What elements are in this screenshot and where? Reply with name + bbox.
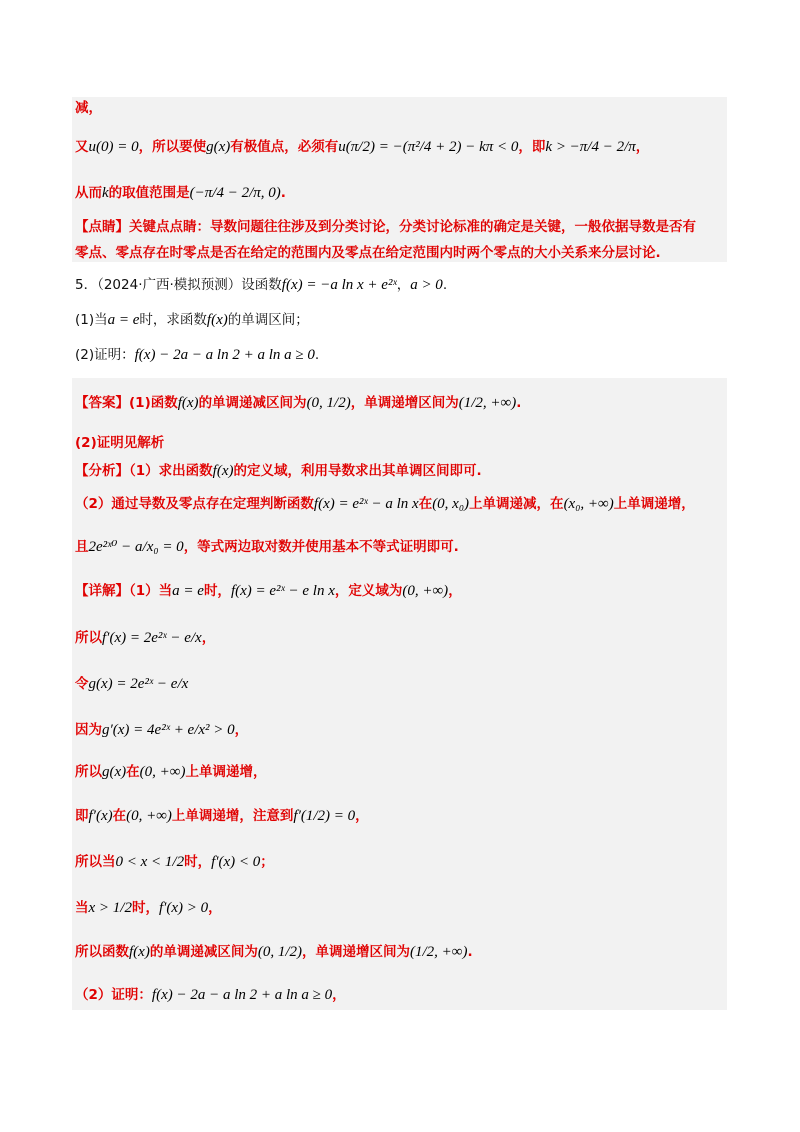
text: 所以 xyxy=(75,764,102,780)
math: f′(x) > 0 xyxy=(158,900,209,916)
text: 时， xyxy=(131,900,159,916)
text: . xyxy=(314,347,320,363)
text: . xyxy=(467,944,473,960)
text: 时，求函数 xyxy=(139,312,207,328)
text: ，定义域为 xyxy=(334,583,403,599)
math: (0, +∞) xyxy=(402,583,449,599)
text: 时， xyxy=(184,854,212,870)
math: f(x) xyxy=(212,463,234,479)
text: ，所以要使 xyxy=(138,139,207,155)
math: g(x) xyxy=(206,139,231,155)
text: 【点睛】关键点点睛：导数问题往往涉及到分类讨论，分类讨论标准的确定是关键，一般依据导数是否有 xyxy=(75,219,696,235)
math: f(x) xyxy=(206,312,228,328)
text: 即 xyxy=(75,808,89,824)
text-line-17 xyxy=(75,720,248,740)
text: 在 xyxy=(418,496,433,512)
math: 0 < x < 1/2 xyxy=(115,854,185,870)
text: ； xyxy=(260,854,274,870)
math: (0, +∞) xyxy=(126,808,172,824)
text-line-4 xyxy=(75,217,696,237)
text-line-9 xyxy=(75,393,521,413)
math: (−π/4 − 2/π, 0) xyxy=(189,185,281,201)
math: f(x) = e²ˣ − a ln x xyxy=(313,496,419,512)
text: 【分析】（1）求出函数 xyxy=(75,463,213,479)
text: 所以函数 xyxy=(75,944,129,960)
math: f(x) − 2a − a ln 2 + a ln a ≥ 0 xyxy=(134,347,315,363)
text-line-16 xyxy=(75,674,188,694)
text: （2）证明： xyxy=(75,987,152,1003)
math: (0, 1/2) xyxy=(257,944,302,960)
text-line-10 xyxy=(75,433,164,453)
text-line-1 xyxy=(75,98,102,118)
math: f(x) xyxy=(129,944,150,960)
text-line-13 xyxy=(75,537,459,557)
solution-shade-top xyxy=(72,97,727,262)
text: 上单调递增， xyxy=(613,496,695,512)
text: . xyxy=(280,185,286,201)
text-line-15 xyxy=(75,628,215,648)
text-line-12 xyxy=(75,494,695,514)
text: 上单调递增，注意到 xyxy=(171,808,294,824)
text-line-22 xyxy=(75,942,473,962)
math: k xyxy=(102,185,109,201)
text-line-5 xyxy=(75,243,661,263)
math: f(x) − 2a − a ln 2 + a ln a ≥ 0 xyxy=(151,987,333,1003)
math: g(x) = 2e²ˣ − e/x xyxy=(88,676,189,692)
text: 5．（2024·广西·模拟预测）设函数 xyxy=(75,277,282,293)
math: u(π/2) = −(π²/4 + 2) − kπ < 0 xyxy=(338,139,519,155)
text: ， xyxy=(355,808,369,824)
text: 所以当 xyxy=(75,854,116,870)
math: a = e xyxy=(107,312,140,328)
math: (1/2, +∞) xyxy=(458,395,517,411)
math: (0, x₀) xyxy=(432,496,470,512)
text: (2)证明： xyxy=(75,347,135,363)
text: 当 xyxy=(75,900,89,916)
text: 令 xyxy=(75,676,89,692)
text: ， xyxy=(448,583,462,599)
text: 又 xyxy=(75,139,89,155)
math: 2e²ˣ⁰ − a/x₀ = 0 xyxy=(88,539,184,555)
math: (0, +∞) xyxy=(139,764,186,780)
math: f(x) = e²ˣ − e ln x xyxy=(230,583,335,599)
text: ， xyxy=(208,900,222,916)
text: ， xyxy=(201,630,216,646)
text-line-8 xyxy=(75,345,319,365)
text: 在 xyxy=(126,764,140,780)
math: g(x) xyxy=(102,764,127,780)
text: 有极值点，必须有 xyxy=(230,139,339,155)
text: 在 xyxy=(112,808,127,824)
text: 上单调递增， xyxy=(185,764,267,780)
text: 因为 xyxy=(75,722,102,738)
text-line-20 xyxy=(75,852,274,872)
text-line-23 xyxy=(75,985,346,1005)
text-line-19 xyxy=(75,806,369,826)
text: 上单调递减，在 xyxy=(469,496,564,512)
math: a > 0 xyxy=(410,277,443,293)
text: 所以 xyxy=(75,630,102,646)
text: (2)证明见解析 xyxy=(75,435,165,451)
text: 的单调递减区间为 xyxy=(198,395,307,411)
math: f′(1/2) = 0 xyxy=(293,808,356,824)
math: f′(x) = 2e²ˣ − e/x xyxy=(102,630,202,646)
math: f(x) = −a ln x + e²ˣ xyxy=(281,277,397,293)
text: 的定义域，利用导数求出其单调区间即可. xyxy=(233,463,482,479)
math: f(x) xyxy=(177,395,199,411)
text: . xyxy=(516,395,522,411)
text-line-11 xyxy=(75,461,482,481)
math: u(0) = 0 xyxy=(88,139,139,155)
text: 的取值范围是 xyxy=(108,185,190,201)
text: 从而 xyxy=(75,185,102,201)
text-line-21 xyxy=(75,898,222,918)
math: f′(x) < 0 xyxy=(211,854,261,870)
text-line-3 xyxy=(75,183,286,203)
math: g′(x) = 4e²ˣ + e/x² > 0 xyxy=(102,722,235,738)
text: 的单调递减区间为 xyxy=(149,944,258,960)
math: (1/2, +∞) xyxy=(410,944,468,960)
text: ， xyxy=(635,139,650,155)
text: ， xyxy=(396,277,411,293)
text: 【详解】（1）当 xyxy=(75,583,173,599)
text: ，单调递增区间为 xyxy=(302,944,410,960)
text-line-2 xyxy=(75,137,649,157)
text-line-7 xyxy=(75,310,309,330)
math: f′(x) xyxy=(88,808,113,824)
text: 且 xyxy=(75,539,89,555)
text-line-18 xyxy=(75,762,266,782)
text: (1)当 xyxy=(75,312,108,328)
math: x > 1/2 xyxy=(88,900,132,916)
text: 的单调区间； xyxy=(227,312,309,328)
math: (x₀, +∞) xyxy=(563,496,614,512)
text: ， xyxy=(332,987,346,1003)
math: a = e xyxy=(172,583,204,599)
text: （2）通过导数及零点存在定理判断函数 xyxy=(75,496,314,512)
text: 减， xyxy=(75,100,102,116)
text: ， xyxy=(234,722,249,738)
text: 【答案】(1)函数 xyxy=(75,395,178,411)
math: k > −π/4 − 2/π xyxy=(545,139,636,155)
text-line-14 xyxy=(75,581,462,601)
text: . xyxy=(442,277,448,293)
text: ，等式两边取对数并使用基本不等式证明即可. xyxy=(183,539,459,555)
text: 时， xyxy=(203,583,231,599)
math: (0, 1/2) xyxy=(306,395,351,411)
text: ，单调递增区间为 xyxy=(350,395,459,411)
text: ，即 xyxy=(518,139,546,155)
text-line-6 xyxy=(75,275,447,295)
text: 零点、零点存在时零点是否在给定的范围内及零点在给定范围内时两个零点的大小关系来分层讨论. xyxy=(75,245,661,261)
